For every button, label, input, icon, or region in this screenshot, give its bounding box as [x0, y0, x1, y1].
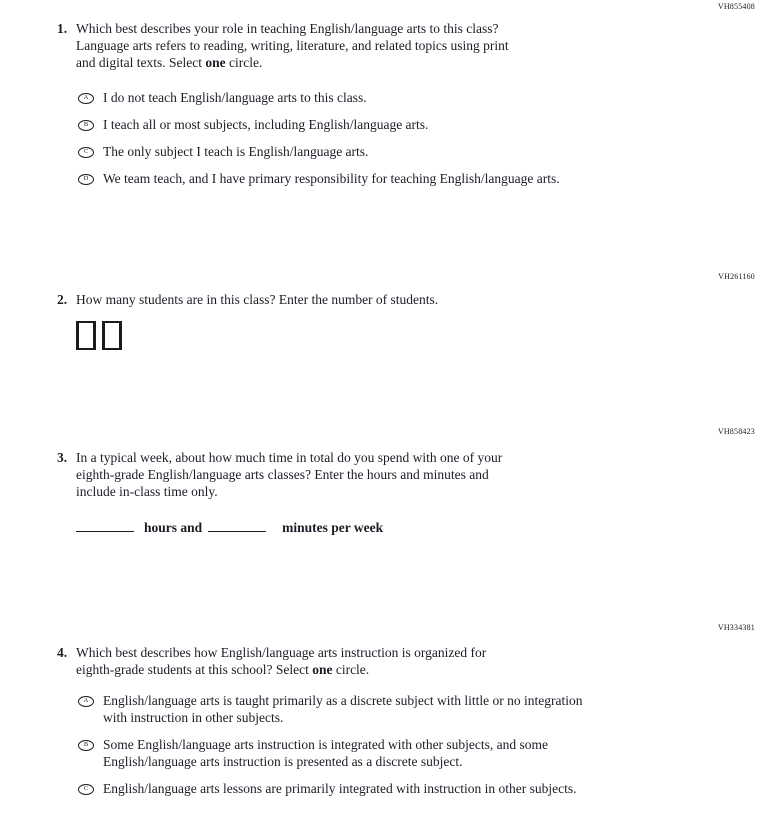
option-d-label: We team teach, and I have primary responsibility for teaching English/language arts.: [103, 171, 560, 186]
question-4-option-a[interactable]: [78, 692, 767, 726]
question-4-prompt-line: [76, 644, 767, 661]
question-2-section: [0, 272, 767, 350]
prompt-text: and digital texts. Select: [76, 55, 206, 70]
prompt-text: include in-class time only.: [76, 484, 218, 499]
option-a-bubble-icon[interactable]: [78, 696, 94, 707]
question-2-prompt-line: [76, 291, 767, 308]
question-3-prompt-line: [76, 483, 767, 500]
prompt-text: circle.: [225, 55, 263, 70]
option-c-bubble-icon[interactable]: [78, 147, 94, 158]
question-1-prompt-line: [76, 20, 767, 37]
question-3-prompt-line: [76, 449, 767, 466]
prompt-text: Language arts refers to reading, writing, literature, and related topics using print: [76, 38, 509, 53]
option-c-letter: C: [83, 784, 89, 792]
prompt-text: How many students are in this class? Enter the number of students.: [76, 292, 439, 307]
question-1-prompt-line: [76, 37, 767, 54]
question-4-section: [0, 623, 767, 807]
question-2-number: 2.: [57, 292, 68, 307]
option-c-bubble-icon[interactable]: [78, 784, 94, 795]
time-entry-row: [76, 518, 767, 536]
question-1-option-b[interactable]: [78, 116, 767, 133]
question-4-option-c[interactable]: [78, 780, 767, 797]
question-4-options: [76, 692, 767, 797]
prompt-text: Which best describes how English/language arts instruction is organized for: [76, 645, 487, 660]
student-count-box-2[interactable]: [102, 321, 122, 350]
question-3-prompt-line: [76, 466, 767, 483]
option-a-letter: A: [83, 696, 89, 704]
prompt-text: Which best describes your role in teaching English/language arts to this class?: [76, 21, 499, 36]
question-1-option-c[interactable]: [78, 143, 767, 160]
option-c-label: The only subject I teach is English/language arts.: [103, 144, 369, 159]
question-4-prompt-line: [76, 661, 767, 678]
option-c-label: English/language arts lessons are primarily integrated with instruction in other subjects.: [103, 781, 577, 796]
question-4-code: VH334381: [717, 623, 755, 632]
option-b-label: Some English/language arts instruction is integrated with other subjects, and some: [103, 737, 549, 752]
prompt-text: circle.: [332, 662, 370, 677]
question-1-options: [76, 89, 767, 187]
question-4-option-b[interactable]: [78, 736, 767, 770]
option-a-label: with instruction in other subjects.: [103, 710, 284, 725]
question-4-number: 4.: [57, 645, 68, 660]
question-1-option-a[interactable]: [78, 89, 767, 106]
hours-blank[interactable]: [76, 518, 134, 532]
prompt-text: In a typical week, about how much time in total do you spend with one of your: [76, 450, 503, 465]
option-a-letter: A: [83, 93, 89, 101]
minutes-label: minutes per week: [282, 520, 384, 535]
prompt-text: eighth-grade students at this school? Select: [76, 662, 313, 677]
student-count-entry: [76, 321, 767, 350]
option-b-letter: B: [83, 740, 89, 748]
option-b-label: English/language arts instruction is presented as a discrete subject.: [103, 754, 463, 769]
question-2-code: VH261160: [718, 272, 755, 281]
option-b-letter: B: [83, 120, 89, 128]
question-1-code: VH855408: [717, 2, 755, 11]
option-d-bubble-icon[interactable]: [78, 174, 94, 185]
option-c-letter: C: [83, 147, 89, 155]
option-b-bubble-icon[interactable]: [78, 740, 94, 751]
question-1-prompt-line: [76, 54, 767, 71]
option-b-label: I teach all or most subjects, including English/language arts.: [103, 117, 429, 132]
option-b-bubble-icon[interactable]: [78, 120, 94, 131]
prompt-bold-text: one: [312, 662, 333, 677]
hours-label: hours and: [144, 520, 203, 535]
question-1-section: [0, 2, 767, 197]
question-1-option-d[interactable]: [78, 170, 767, 187]
question-3-section: [0, 427, 767, 536]
question-3-number: 3.: [57, 450, 68, 465]
option-a-label: I do not teach English/language arts to this class.: [103, 90, 367, 105]
minutes-blank[interactable]: [208, 518, 266, 532]
question-1-number: 1.: [57, 21, 68, 36]
option-a-bubble-icon[interactable]: [78, 93, 94, 104]
prompt-bold-text: one: [205, 55, 226, 70]
option-d-letter: D: [83, 174, 89, 182]
prompt-text: eighth-grade English/language arts classes? Enter the hours and minutes and: [76, 467, 489, 482]
option-a-label: English/language arts is taught primarily as a discrete subject with little or no integration: [103, 693, 583, 708]
student-count-box-1[interactable]: [76, 321, 96, 350]
question-3-code: VH858423: [717, 427, 755, 436]
